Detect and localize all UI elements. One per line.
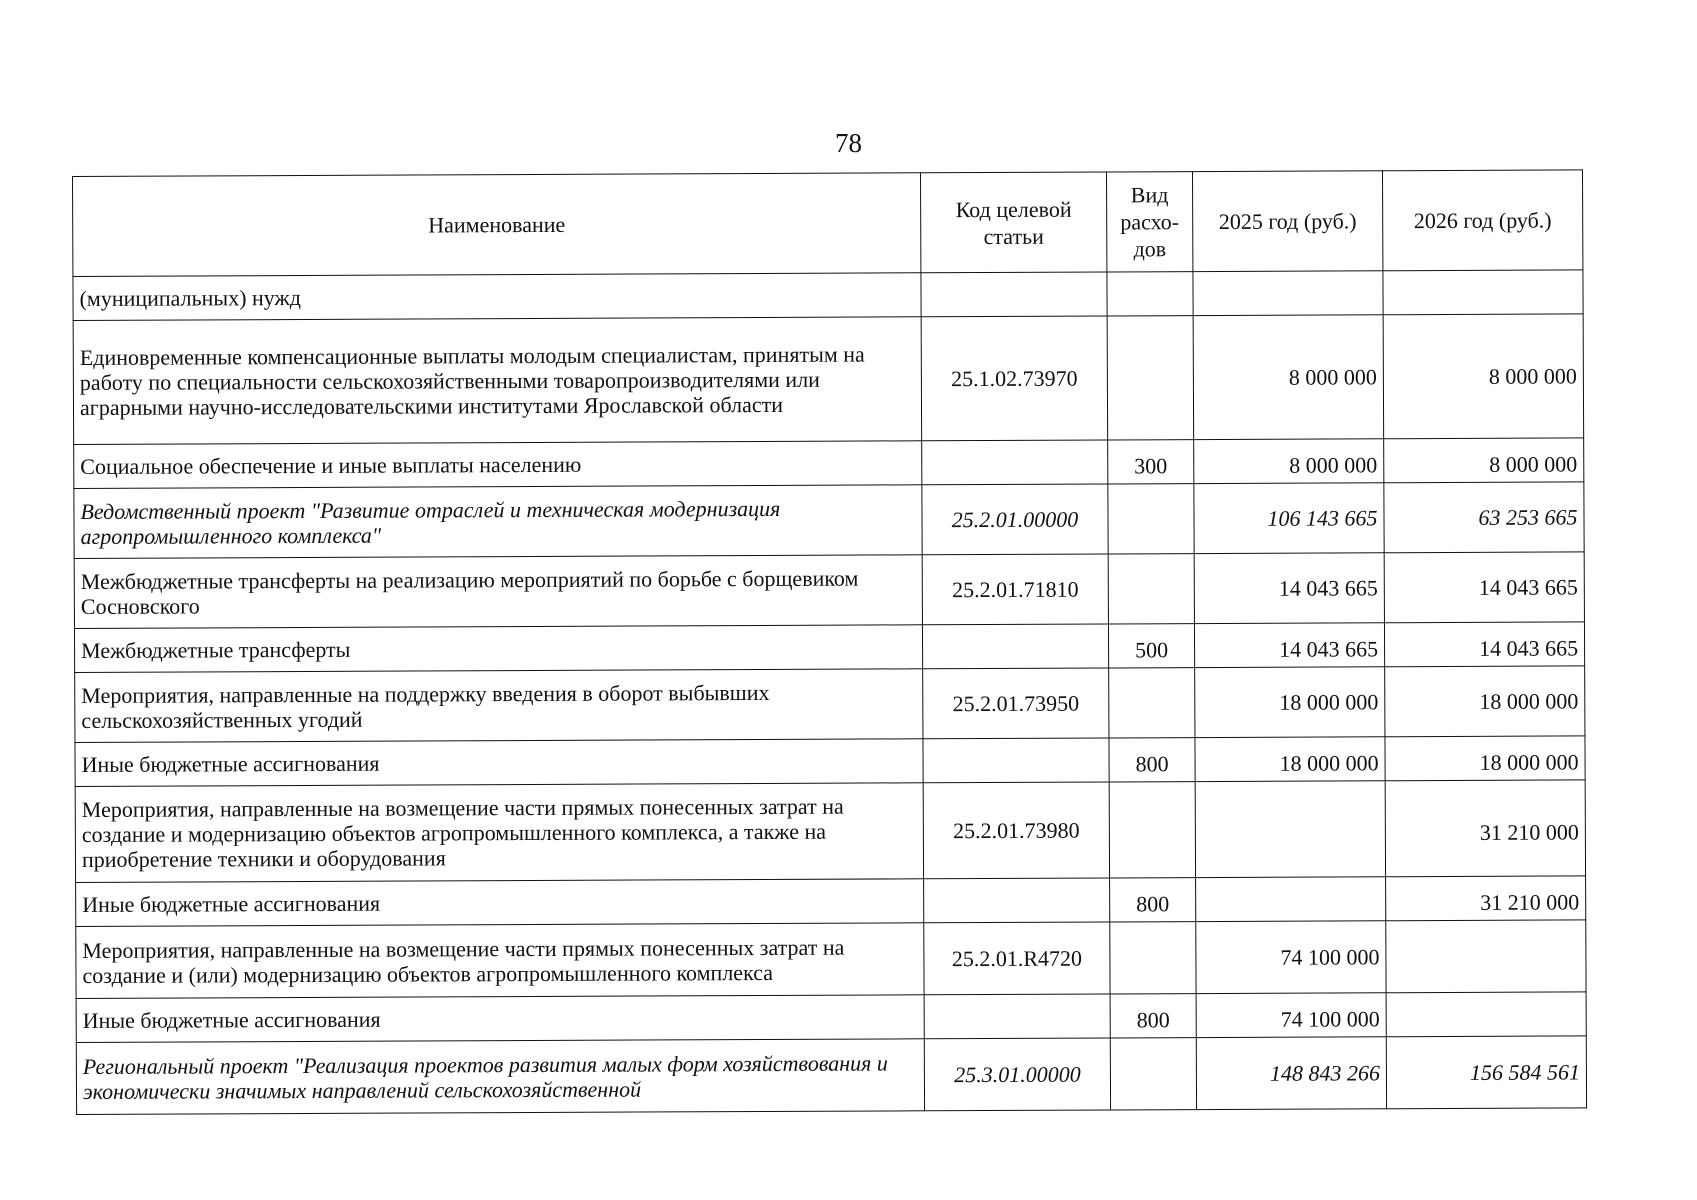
row-kind: 300 [1108,440,1194,484]
row-code: 25.2.01.73980 [923,782,1109,879]
row-2026: 14 043 665 [1384,552,1584,623]
table-row [76,1036,1586,1115]
row-name: Иные бюджетные ассигнования [76,995,924,1043]
row-name: Мероприятия, направленные на возмещение части прямых понесенных затрат на создание и модернизацию объектов агропромышленного комплекса, а также на приобретение техники и оборудования [75,783,923,883]
row-2026: 156 584 561 [1386,1036,1586,1109]
row-name: Единовременные компенсационные выплаты молодым специалистам, принятым на работу по специальности сельскохозяйственными товаропроизводителями или аграрными научно-исследовательскими институтами Ярославской области [73,317,922,445]
row-kind [1108,484,1194,554]
page-number: 78 [835,128,862,158]
row-code [923,738,1109,783]
row-code: 25.2.01.00000 [922,484,1108,555]
row-code [924,878,1110,923]
table-row [75,666,1585,743]
row-2026 [1386,920,1586,993]
table-row [75,736,1585,787]
row-kind: 500 [1108,624,1194,668]
table-row [74,552,1584,629]
row-2025: 148 843 266 [1196,1037,1386,1110]
row-code: 25.2.01.R4720 [924,922,1110,995]
row-2026: 8 000 000 [1383,314,1584,439]
header-code: Код целевой статьи [920,172,1106,273]
table-row [76,920,1586,999]
row-kind [1110,1038,1196,1110]
table-row [76,992,1586,1043]
header-kind: Вид расхо-дов [1106,172,1192,272]
row-kind [1108,554,1194,624]
table-row [74,438,1584,489]
row-kind [1109,782,1195,878]
row-name: Межбюджетные трансферты [74,625,922,673]
table-row [74,622,1584,673]
row-code [921,272,1107,317]
row-2026 [1386,992,1586,1037]
row-code [922,440,1108,485]
row-2025: 14 043 665 [1194,553,1384,624]
row-name: Мероприятия, направленные на поддержку введения в оборот выбывших сельскохозяйственных угодий [75,669,923,743]
row-code: 25.2.01.73950 [923,668,1109,739]
row-code: 25.1.02.73970 [921,316,1108,441]
row-2025: 8 000 000 [1193,315,1384,440]
row-2026: 31 210 000 [1386,876,1586,921]
row-code [924,994,1110,1039]
table-row [76,876,1586,927]
row-name: (муниципальных) нужд [73,273,921,321]
table-row [73,270,1583,321]
row-code [922,624,1108,669]
row-2026: 14 043 665 [1384,622,1584,667]
row-2026: 18 000 000 [1385,666,1585,737]
row-name: Межбюджетные трансферты на реализацию мероприятий по борьбе с борщевиком Сосновского [74,555,922,629]
budget-table [72,169,1587,1115]
row-kind: 800 [1110,878,1196,922]
row-2026: 63 253 665 [1384,482,1584,553]
row-2026: 18 000 000 [1385,736,1585,781]
row-kind [1107,316,1194,440]
row-name: Мероприятия, направленные на возмещение части прямых понесенных затрат на создание и (или) модернизацию объектов агропромышленного комплекса [76,923,924,999]
row-2025: 14 043 665 [1194,623,1384,668]
row-2025: 8 000 000 [1194,439,1384,484]
row-code: 25.3.01.00000 [924,1038,1110,1111]
row-name: Иные бюджетные ассигнования [76,879,924,927]
header-2025: 2025 год (руб.) [1192,171,1382,272]
row-2025: 74 100 000 [1196,993,1386,1038]
row-code: 25.2.01.71810 [922,554,1108,625]
row-name: Иные бюджетные ассигнования [75,739,923,787]
row-kind [1107,272,1193,316]
row-name: Ведомственный проект "Развитие отраслей и техническая модернизация агропромышленного комплекса" [74,485,922,559]
row-kind: 800 [1110,994,1196,1038]
row-kind [1109,668,1195,738]
row-2026: 8 000 000 [1384,438,1584,483]
row-2025 [1195,781,1385,878]
table-row [75,780,1585,883]
table-row [74,482,1584,559]
row-2025: 18 000 000 [1195,667,1385,738]
row-2025: 106 143 665 [1194,483,1384,554]
table-row [73,314,1584,445]
header-2026: 2026 год (руб.) [1382,170,1582,271]
row-name: Социальное обеспечение и иные выплаты населению [74,441,922,489]
row-2025 [1196,877,1386,922]
row-kind: 800 [1109,738,1195,782]
table-header-row [73,170,1583,277]
row-2026 [1383,270,1583,315]
row-2025 [1193,271,1383,316]
row-2025: 74 100 000 [1196,921,1386,994]
row-2025: 18 000 000 [1195,737,1385,782]
header-name: Наименование [73,173,921,277]
row-2026: 31 210 000 [1385,780,1585,877]
row-name: Региональный проект "Реализация проектов развития малых форм хозяйствования и экономически значимых направлений сельскохозяйственной [76,1039,924,1115]
row-kind [1110,922,1196,994]
